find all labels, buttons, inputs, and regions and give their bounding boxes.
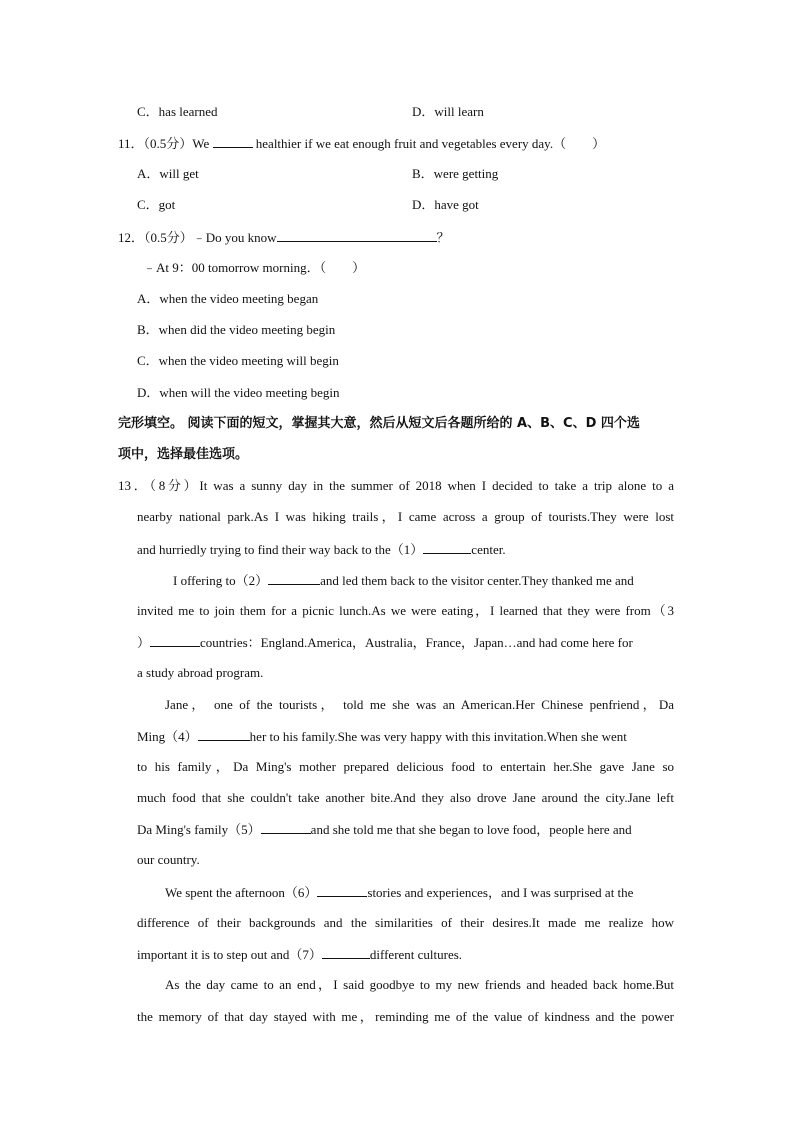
q13-line-3 (137, 541, 506, 558)
q13-line-8: Jane， one of the tourists， told me she was an American.Her Chinese penfriend，Da (165, 697, 674, 712)
q13-blank-3 (150, 634, 200, 647)
q11-option-c: C．got (137, 197, 176, 212)
q13-line-12 (137, 821, 632, 838)
q11-option-d: D．have got (412, 197, 479, 212)
q13-line-6-end: countries：England.America，Australia，France，Japan…and had come here for (200, 635, 633, 650)
section-instruction-line-2: 项中，选择最佳选项。 (118, 447, 249, 462)
q12-answer-line: ﹣At 9：00 tomorrow morning．（ ） (143, 260, 366, 275)
q13-line-3-end: center. (471, 542, 506, 557)
q13-line-3-text: and hurriedly trying to find their way back to the（1） (137, 542, 424, 557)
q13-line-6 (137, 634, 633, 651)
q13-blank-7 (322, 946, 370, 959)
q13-blank-2 (268, 572, 320, 585)
q13-line-7: a study abroad program. (137, 665, 264, 680)
q13-blank-1 (423, 541, 471, 554)
q12-option-c: C．when the video meeting will begin (137, 353, 339, 368)
q13-line-9-end: her to his family.She was very happy with this invitation.When she went (249, 729, 627, 744)
q13-line-16 (137, 946, 462, 963)
q13-line-9 (137, 728, 627, 745)
q11-stem (118, 135, 605, 152)
q13-blank-6 (317, 884, 367, 897)
q13-line-4-end: and led them back to the visitor center.They thanked me and (320, 573, 634, 588)
q13-line-16-end: different cultures. (369, 947, 463, 962)
q13-line-12-text: Da Ming's family（5） (137, 822, 261, 837)
q13-line-18: the memory of that day stayed with me，reminding me of the value of kindness and the power (137, 1009, 674, 1024)
q13-line-15: difference of their backgrounds and the similarities of their desires.It made me realize how (137, 915, 674, 930)
q13-line-6-text: ） (137, 635, 151, 650)
q13-blank-4 (198, 728, 250, 741)
q13-line-5: invited me to join them for a picnic lunch.As we were eating，I learned that they were from（3 (137, 603, 674, 618)
q13-line-14 (165, 884, 633, 901)
q11-option-b: B．were getting (412, 166, 499, 181)
q12-option-b: B．when did the video meeting begin (137, 322, 336, 337)
q13-line-2: nearby national park.As I was hiking trails，I came across a group of tourists.They were lost (137, 509, 674, 524)
q12-option-a: A．when the video meeting began (137, 291, 319, 306)
q13-line-14-text: We spent the afternoon（6） (165, 885, 318, 900)
q13-blank-5 (261, 821, 311, 834)
q13-line-13: our country. (137, 852, 200, 867)
q13-line-1: 13．（8分）It was a sunny day in the summer of 2018 when I decided to take a trip alone to a (118, 478, 674, 493)
q13-line-14-end: stories and experiences，and I was surprised at the (367, 885, 634, 900)
q12-option-d: D．when will the video meeting begin (137, 385, 340, 400)
q13-line-17: As the day came to an end，I said goodbye to my new friends and headed back home.But (165, 977, 674, 992)
q13-line-9-text: Ming（4） (137, 729, 198, 744)
q11-blank (213, 135, 253, 148)
q13-line-4-text: I offering to（2） (173, 573, 269, 588)
q13-line-10: to his family，Da Ming's mother prepared delicious food to entertain her.She gave Jane so (137, 759, 674, 774)
q12-stem-prefix: 12．（0.5分）﹣Do you know (118, 230, 277, 245)
q10-option-d: D．will learn (412, 104, 484, 119)
q13-line-12-end: and she told me that she began to love food，people here and (310, 822, 632, 837)
q12-stem-suffix: ？ (436, 230, 450, 245)
q13-line-16-text: important it is to step out and（7） (137, 947, 322, 962)
section-instruction-line-1: 完形填空。 阅读下面的短文，掌握其大意，然后从短文后各题所给的 A、B、C、D 四个选 (118, 416, 640, 431)
q12-blank (277, 229, 437, 242)
q12-stem (118, 229, 450, 246)
q11-stem-suffix: healthier if we eat enough fruit and vegetables every day.（ ） (255, 136, 606, 151)
q11-stem-prefix: 11．（0.5分）We (118, 136, 210, 151)
q11-option-a: A．will get (137, 166, 199, 181)
q13-line-11: much food that she couldn't take another bite.And they also drove Jane around the city.Jane left (137, 790, 674, 805)
q13-line-4 (173, 572, 674, 589)
q10-option-c: C．has learned (137, 104, 218, 119)
